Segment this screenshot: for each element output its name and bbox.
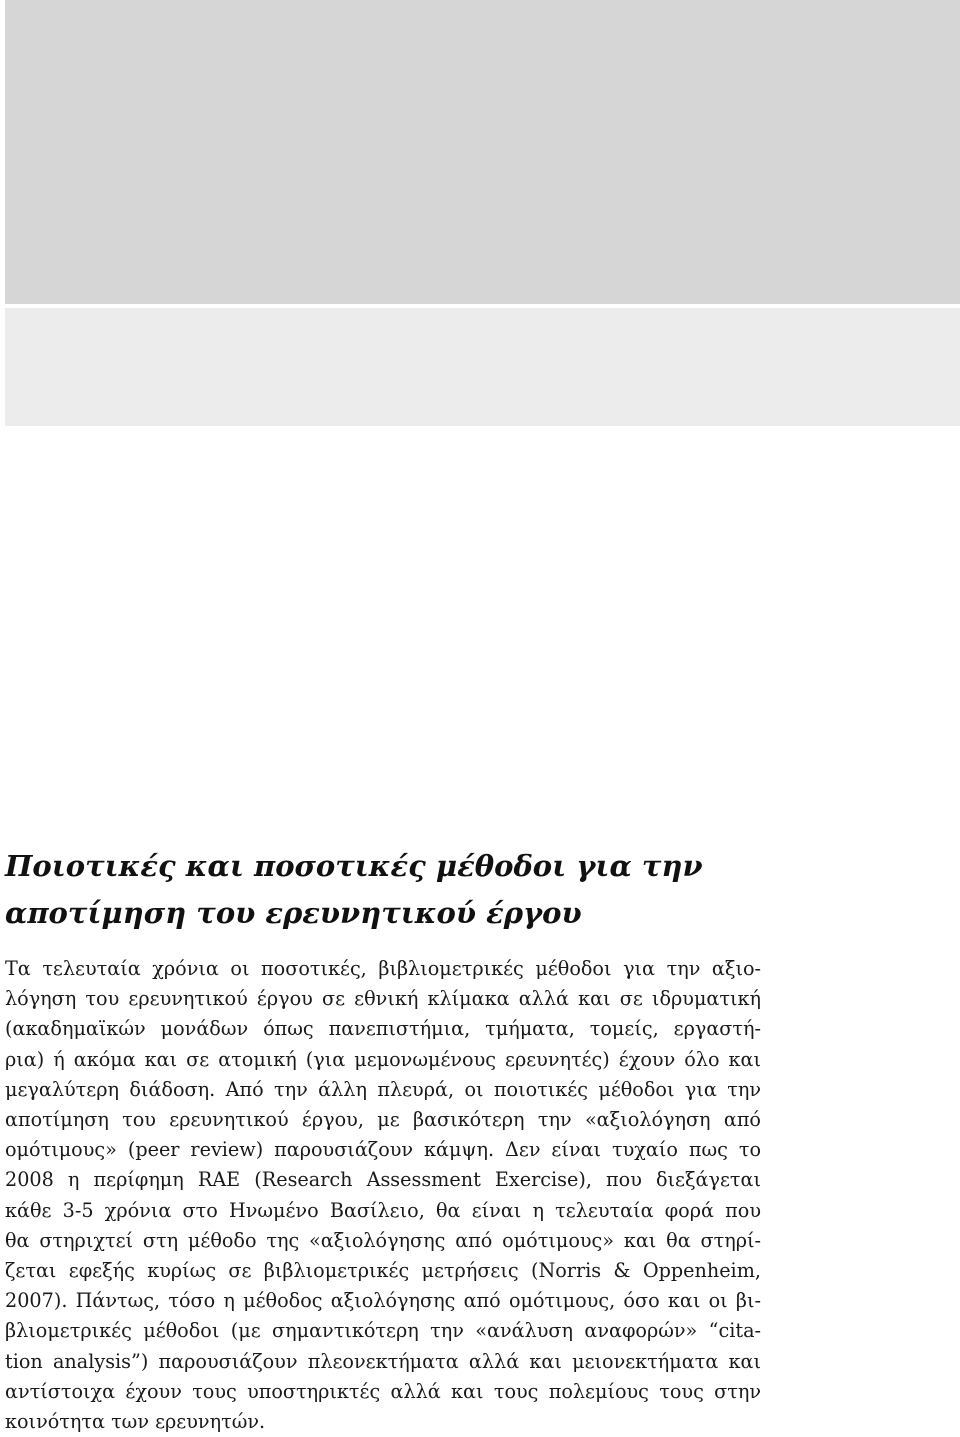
paragraph-line: βλιομετρικές μέθοδοι (με σημαντικότερη την «ανάλυση αναφορών» “cita- (5, 1319, 761, 1343)
section-title (5, 843, 945, 937)
paragraph-line: tion analysis”) παρουσιάζουν πλεονεκτήματα αλλά και μειονεκτήματα και (5, 1349, 761, 1373)
paragraph-line: 2007). Πάντως, τόσο η μέθοδος αξιολόγησης από ομότιμους, όσο και οι βι- (5, 1289, 761, 1313)
section-title-line: αποτίμηση του ερευνητικού έργου (5, 896, 582, 930)
paragraph-line: αντίστοιχα έχουν τους υποστηρικτές αλλά και τους πολεμίους τους στην (5, 1379, 761, 1403)
paragraph-line: ζεται εφεξής κυρίως σε βιβλιομετρικές μετρήσεις (Norris & Oppenheim, (5, 1259, 761, 1283)
header-gray-band (5, 308, 960, 426)
paragraph-line: 2008 η περίφημη RAE (Research Assessment Exercise), που διεξάγεται (5, 1168, 761, 1192)
paragraph-line: κάθε 3-5 χρόνια στο Ηνωμένο Βασίλειο, θα είναι η τελευταία φορά που (5, 1198, 761, 1222)
header-gray-block (5, 0, 960, 304)
paragraph-line: Τα τελευταία χρόνια οι ποσοτικές, βιβλιομετρικές μέθοδοι για την αξιο- (5, 957, 761, 980)
paragraph-line: (ακαδημαϊκών μονάδων όπως πανεπιστήμια, τμήματα, τομείς, εργαστή- (5, 1017, 761, 1041)
paragraph-line: μεγαλύτερη διάδοση. Από την άλλη πλευρά, οι ποιοτικές μέθοδοι για την (5, 1077, 761, 1101)
paragraph-line: αποτίμηση του ερευνητικού έργου, με βασικότερη την «αξιολόγηση από (5, 1108, 761, 1132)
paragraph-line: λόγηση του ερευνητικού έργου σε εθνική κλίμακα αλλά και σε ιδρυματική (5, 987, 761, 1011)
section-title-line: Ποιοτικές και ποσοτικές μέθοδοι για την (5, 849, 703, 883)
paragraph-line: ρια) ή ακόμα και σε ατομική (για μεμονωμένους ερευνητές) έχουν όλο και (5, 1047, 761, 1071)
paragraph-line: κοινότητα των ερευνητών. (5, 1410, 266, 1434)
paragraph-line: θα στηριχτεί στη μέθοδο της «αξιολόγησης από ομότιμους» και θα στηρί- (5, 1228, 761, 1252)
body-paragraph (5, 954, 761, 1437)
paragraph-line: ομότιμους» (peer review) παρουσιάζουν κάμψη. Δεν είναι τυχαίο πως το (5, 1138, 761, 1162)
